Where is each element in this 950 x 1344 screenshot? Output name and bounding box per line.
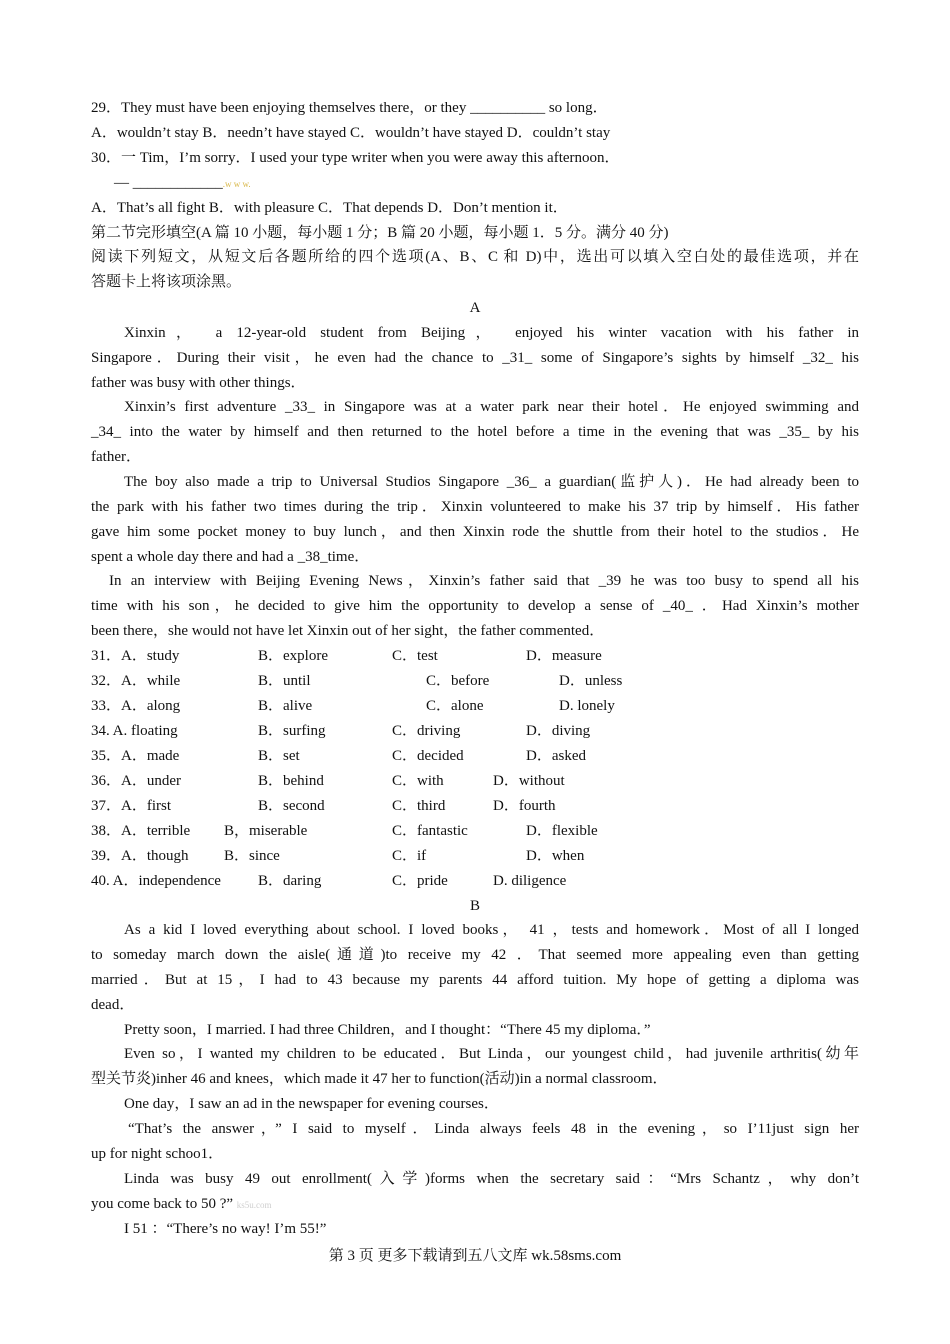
passage-a-line: Xinxin， a 12-year-old student from Beijing， enjoyed his winter vacation with his father in [124, 325, 859, 341]
option-33-d: D. lonely [559, 698, 615, 714]
option-31-a: 31．A．study [91, 648, 180, 664]
option-36-d: D．without [493, 773, 565, 789]
option-33-b: B．alive [258, 698, 313, 714]
passage-b-line-text: you come back to 50 ?” [91, 1196, 234, 1212]
passage-a-line: _34_ into the water by himself and then returned to the hotel before a time in the evening that was _35_ by his [91, 424, 859, 440]
option-37-d: D．fourth [493, 798, 556, 814]
passage-b-line: As a kid I loved everything about school. I loved books， 41 ，tests and homework．Most of all I longed [124, 922, 859, 938]
passage-b-line: One day，I saw an ad in the newspaper for evening courses． [124, 1096, 499, 1112]
option-36-a: 36．A．under [91, 773, 181, 789]
passage-b-line: Even so，I wanted my children to be educated．But Linda，our youngest child，had juvenile arthritis(幼年 [124, 1046, 859, 1062]
option-37-b: B．second [258, 798, 325, 814]
instructions-line-1: 阅读下列短文，从短文后各题所给的四个选项(A、B、C 和 D)中，选出可以填入空白处的最佳选项，并在 [91, 249, 859, 265]
option-34-b: B．surfing [258, 723, 326, 739]
passage-a-line: spent a whole day there and had a _38_time． [91, 549, 370, 565]
question-29: 29．They must have been enjoying themselves there，or they __________ so long． [91, 100, 608, 116]
option-32-a: 32．A．while [91, 673, 181, 689]
passage-a-line: father． [91, 449, 141, 465]
option-35-c: C．decided [392, 748, 464, 764]
option-36-b: B．behind [258, 773, 324, 789]
option-35-d: D．asked [526, 748, 586, 764]
passage-a-line: father was busy with other things． [91, 375, 306, 391]
passage-b-line: up for night schoo1． [91, 1146, 224, 1162]
passage-b-line [91, 1194, 859, 1215]
passage-b-line: to someday march down the aisle(通道)to receive my 42 ．That seemed more appealing even than getting [91, 947, 859, 963]
passage-b-line: Linda was busy 49 out enrollment(入学)forms when the secretary said：“Mrs Schantz，why don’t [124, 1171, 859, 1187]
passage-b-line: “That’s the answer，” I said to myself．Linda always feels 48 in the evening，so I’11just sign her [128, 1121, 859, 1137]
option-38-d: D．flexible [526, 823, 598, 839]
passage-b-line: 型关节炎)inher 46 and knees，which made it 47 her to function(活动)in a normal classroom． [91, 1071, 668, 1087]
passage-a-line: been there，she would not have let Xinxin out of her sight，the father commented． [91, 623, 605, 639]
passage-a-line: The boy also made a trip to Universal Studios Singapore _36_ a guardian(监护人)．He had already been to [124, 474, 859, 490]
passage-a-line: Xinxin’s first adventure _33_ in Singapore was at a water park near their hotel．He enjoyed swimming and [124, 399, 859, 415]
option-32-d: D．unless [559, 673, 623, 689]
option-31-d: D．measure [526, 648, 602, 664]
option-32-c: C．before [426, 673, 490, 689]
option-40-a: 40. A．independence [91, 873, 221, 889]
option-34-d: D．diving [526, 723, 591, 739]
option-39-a: 39．A．though [91, 848, 189, 864]
section-2-title: 第二节完形填空(A 篇 10 小题，每小题 1 分；B 篇 20 小题，每小题 1．5 分。满分 40 分) [91, 225, 669, 241]
passage-b-line: I 51 ：“There’s no way! I’m 55!” [124, 1221, 327, 1237]
option-36-c: C．with [392, 773, 444, 789]
option-39-c: C．if [392, 848, 427, 864]
option-34-c: C．driving [392, 723, 461, 739]
passage-b-heading: B [469, 898, 480, 914]
question-30: 30．一 Tim，I’m sorry．I used your type writer when you were away this afternoon． [91, 150, 620, 166]
passage-a-line: Singapore．During their visit，he even had the chance to _31_ some of Singapore’s sights by himself _32_ his [91, 350, 859, 366]
watermark: ks5u.com [236, 1200, 272, 1210]
passage-b-line: dead． [91, 997, 135, 1013]
instructions-line-2: 答题卡上将该项涂黑。 [91, 274, 242, 290]
passage-b-line: Pretty soon，I married. I had three Children，and I thought：“There 45 my diploma．” [124, 1022, 651, 1038]
question-30-options: A．That’s all fight B．with pleasure C．That depends D．Don’t mention it． [91, 200, 568, 216]
option-40-c: C．pride [392, 873, 448, 889]
question-30-blank [114, 173, 882, 194]
passage-a-line: time with his son，he decided to give him the opportunity to develop a sense of _40_ ．Had Xinxin’s mother [91, 598, 859, 614]
option-31-b: B．explore [258, 648, 328, 664]
passage-b-line: married．But at 15，I had to 43 because my parents 44 afford tuition. My hope of getting a diploma was [91, 972, 859, 988]
passage-a-line: the park with his father two times during the trip．Xinxin volunteered to make his 37 trip by himself．His father [91, 499, 859, 515]
option-38-a: 38．A．terrible [91, 823, 191, 839]
option-40-d: D. diligence [493, 873, 567, 889]
option-40-b: B．daring [258, 873, 322, 889]
option-39-d: D．when [526, 848, 585, 864]
option-33-c: C．alone [426, 698, 484, 714]
option-37-c: C．third [392, 798, 446, 814]
option-38-b: B，miserable [224, 823, 308, 839]
option-38-c: C．fantastic [392, 823, 468, 839]
option-37-a: 37．A．first [91, 798, 171, 814]
question-30-blank-text: — ____________ [114, 175, 223, 191]
option-32-b: B．until [258, 673, 311, 689]
question-29-options: A．wouldn’t stay B．needn’t have stayed C．wouldn’t have stayed D．couldn’t stay [91, 125, 611, 141]
option-35-a: 35．A．made [91, 748, 180, 764]
passage-a-line: gave him some pocket money to buy lunch，and then Xinxin rode the shuttle from their hotel to the studios．He [91, 524, 859, 540]
option-34-a: 34. A. floating [91, 723, 178, 739]
option-31-c: C．test [392, 648, 438, 664]
option-35-b: B．set [258, 748, 300, 764]
page-footer: 第 3 页 更多下载请到五八文库 wk.58sms.com [328, 1248, 622, 1264]
passage-a-line: In an interview with Beijing Evening News，Xinxin’s father said that _39 he was too busy to spend all his [109, 573, 859, 589]
watermark: .w w w. [222, 179, 251, 189]
passage-a-heading: A [469, 300, 481, 316]
option-33-a: 33．A．along [91, 698, 181, 714]
option-39-b: B．since [224, 848, 280, 864]
